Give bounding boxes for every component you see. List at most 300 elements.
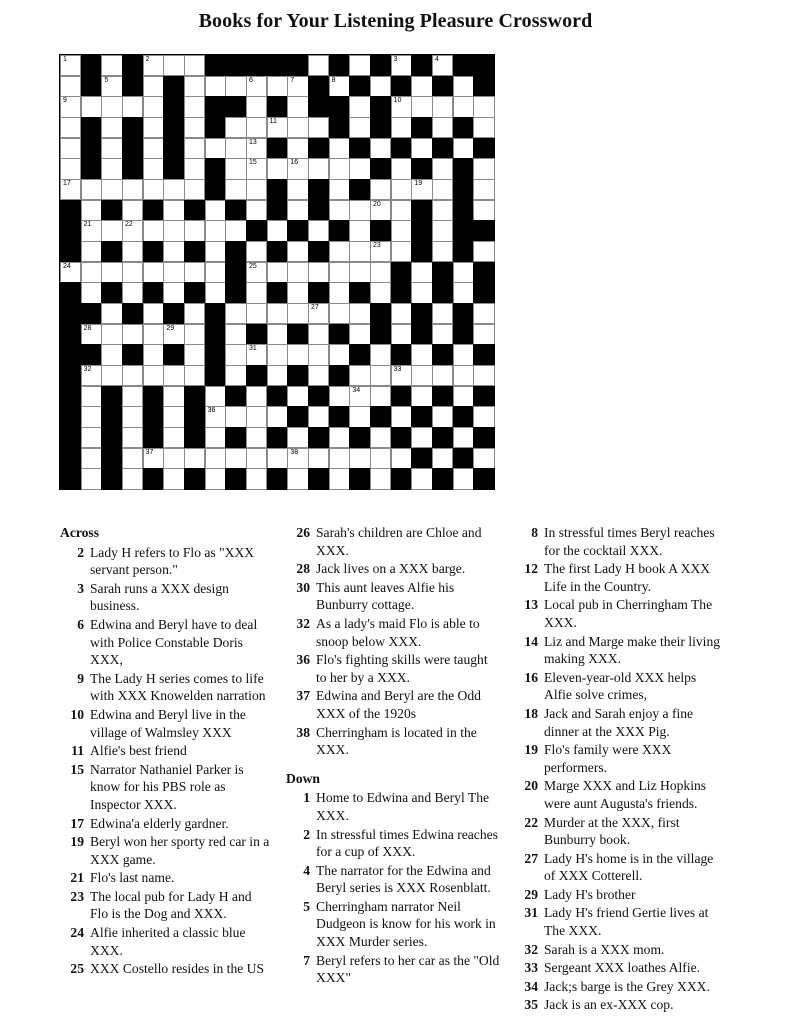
answer-square[interactable] (267, 117, 288, 138)
black-square (473, 344, 494, 365)
answer-square[interactable] (473, 303, 494, 324)
answer-square[interactable] (184, 117, 205, 138)
black-square (143, 200, 164, 221)
answer-square[interactable] (143, 138, 164, 159)
answer-square[interactable] (432, 324, 453, 345)
answer-square[interactable] (349, 117, 370, 138)
answer-square[interactable] (246, 179, 267, 200)
black-square (60, 386, 81, 407)
answer-square[interactable] (225, 138, 246, 159)
answer-square[interactable] (143, 179, 164, 200)
answer-square[interactable] (101, 365, 122, 386)
answer-square[interactable] (370, 282, 391, 303)
answer-square[interactable] (473, 365, 494, 386)
answer-square[interactable] (391, 117, 412, 138)
answer-square[interactable] (81, 262, 102, 283)
answer-square[interactable] (101, 55, 122, 76)
across-heading: Across (60, 525, 100, 540)
answer-square[interactable] (473, 179, 494, 200)
answer-square[interactable] (411, 282, 432, 303)
clue-number-label: 22 (125, 221, 133, 229)
answer-square[interactable] (432, 448, 453, 469)
answer-square[interactable] (473, 406, 494, 427)
answer-square[interactable] (370, 179, 391, 200)
answer-square[interactable] (122, 365, 143, 386)
answer-square[interactable] (453, 76, 474, 97)
answer-square[interactable] (411, 386, 432, 407)
black-square (432, 76, 453, 97)
answer-square[interactable] (349, 241, 370, 262)
answer-square[interactable] (453, 427, 474, 448)
answer-square[interactable] (163, 386, 184, 407)
answer-square[interactable] (308, 158, 329, 179)
answer-square[interactable] (287, 468, 308, 489)
black-square (391, 386, 412, 407)
answer-square[interactable] (60, 76, 81, 97)
clue-number: 2 (77, 544, 84, 560)
answer-square[interactable] (473, 241, 494, 262)
answer-square[interactable] (122, 427, 143, 448)
answer-square[interactable] (163, 220, 184, 241)
answer-square[interactable] (81, 448, 102, 469)
answer-square[interactable] (184, 96, 205, 117)
answer-square[interactable] (143, 117, 164, 138)
answer-square[interactable] (391, 448, 412, 469)
answer-square[interactable] (60, 158, 81, 179)
answer-square[interactable] (432, 220, 453, 241)
answer-square[interactable] (122, 282, 143, 303)
answer-square[interactable] (391, 406, 412, 427)
answer-square[interactable] (267, 448, 288, 469)
answer-square[interactable] (287, 138, 308, 159)
answer-square[interactable] (81, 386, 102, 407)
answer-square[interactable] (143, 158, 164, 179)
answer-square[interactable] (60, 117, 81, 138)
answer-square[interactable] (432, 303, 453, 324)
answer-square[interactable] (143, 96, 164, 117)
answer-square[interactable] (246, 200, 267, 221)
answer-square[interactable] (308, 117, 329, 138)
answer-square[interactable] (225, 179, 246, 200)
answer-square[interactable] (329, 386, 350, 407)
answer-square[interactable] (432, 365, 453, 386)
answer-square[interactable] (329, 427, 350, 448)
answer-square[interactable] (453, 282, 474, 303)
answer-square[interactable] (184, 262, 205, 283)
answer-square[interactable] (163, 179, 184, 200)
answer-square[interactable] (163, 406, 184, 427)
answer-square[interactable] (267, 324, 288, 345)
clue-item (514, 560, 726, 595)
answer-square[interactable] (246, 448, 267, 469)
answer-square[interactable] (101, 158, 122, 179)
clue-number-label: 33 (393, 366, 402, 373)
answer-square[interactable] (122, 468, 143, 489)
black-square (60, 344, 81, 365)
answer-square[interactable] (370, 200, 391, 221)
answer-square[interactable] (225, 303, 246, 324)
answer-square[interactable] (308, 448, 329, 469)
answer-square[interactable] (349, 158, 370, 179)
answer-square[interactable] (163, 448, 184, 469)
answer-square[interactable] (473, 448, 494, 469)
answer-square[interactable] (267, 406, 288, 427)
answer-square[interactable] (246, 282, 267, 303)
answer-square[interactable] (122, 220, 143, 241)
answer-square[interactable] (370, 448, 391, 469)
answer-square[interactable] (143, 448, 164, 469)
clue-number: 25 (70, 961, 84, 977)
answer-square[interactable] (101, 220, 122, 241)
answer-square[interactable] (143, 262, 164, 283)
answer-square[interactable] (122, 406, 143, 427)
answer-square[interactable] (184, 158, 205, 179)
answer-square[interactable] (101, 117, 122, 138)
answer-square[interactable] (122, 96, 143, 117)
answer-square[interactable] (391, 96, 412, 117)
answer-square[interactable] (205, 262, 226, 283)
answer-square[interactable] (267, 303, 288, 324)
answer-square[interactable] (60, 55, 81, 76)
answer-square[interactable] (143, 303, 164, 324)
answer-square[interactable] (287, 344, 308, 365)
answer-square[interactable] (349, 365, 370, 386)
answer-square[interactable] (308, 406, 329, 427)
answer-square[interactable] (143, 55, 164, 76)
answer-square[interactable] (184, 179, 205, 200)
answer-square[interactable] (163, 365, 184, 386)
answer-square[interactable] (246, 158, 267, 179)
clue-item (60, 544, 270, 579)
answer-square[interactable] (370, 262, 391, 283)
answer-square[interactable] (225, 448, 246, 469)
clue-text: Cherringham is located in the XXX. (316, 724, 477, 758)
answer-square[interactable] (101, 179, 122, 200)
answer-square[interactable] (329, 448, 350, 469)
answer-square[interactable] (225, 220, 246, 241)
answer-square[interactable] (473, 158, 494, 179)
answer-square[interactable] (60, 138, 81, 159)
answer-square[interactable] (329, 282, 350, 303)
answer-square[interactable] (453, 138, 474, 159)
answer-square[interactable] (81, 200, 102, 221)
answer-square[interactable] (453, 386, 474, 407)
answer-square[interactable] (101, 138, 122, 159)
answer-square[interactable] (81, 427, 102, 448)
answer-square[interactable] (349, 96, 370, 117)
answer-square[interactable] (225, 117, 246, 138)
answer-square[interactable] (287, 262, 308, 283)
answer-square[interactable] (287, 303, 308, 324)
answer-square[interactable] (329, 241, 350, 262)
answer-square[interactable] (225, 324, 246, 345)
answer-square[interactable] (411, 76, 432, 97)
answer-square[interactable] (81, 365, 102, 386)
answer-square[interactable] (225, 406, 246, 427)
answer-square[interactable] (329, 262, 350, 283)
answer-square[interactable] (101, 324, 122, 345)
answer-square[interactable] (184, 303, 205, 324)
answer-square[interactable] (287, 117, 308, 138)
answer-square[interactable] (411, 138, 432, 159)
answer-square[interactable] (81, 282, 102, 303)
answer-square[interactable] (370, 427, 391, 448)
answer-square[interactable] (246, 386, 267, 407)
answer-square[interactable] (101, 303, 122, 324)
answer-square[interactable] (60, 179, 81, 200)
answer-square[interactable] (432, 241, 453, 262)
answer-square[interactable] (184, 344, 205, 365)
answer-square[interactable] (81, 220, 102, 241)
black-square (205, 303, 226, 324)
answer-square[interactable] (391, 158, 412, 179)
answer-square[interactable] (267, 158, 288, 179)
answer-square[interactable] (205, 138, 226, 159)
answer-square[interactable] (143, 324, 164, 345)
answer-square[interactable] (308, 55, 329, 76)
answer-square[interactable] (308, 344, 329, 365)
answer-square[interactable] (246, 468, 267, 489)
answer-square[interactable] (81, 324, 102, 345)
answer-square[interactable] (205, 468, 226, 489)
answer-square[interactable] (308, 324, 329, 345)
answer-square[interactable] (308, 220, 329, 241)
answer-square[interactable] (349, 55, 370, 76)
answer-square[interactable] (246, 303, 267, 324)
answer-square[interactable] (329, 76, 350, 97)
answer-square[interactable] (287, 200, 308, 221)
answer-square[interactable] (81, 179, 102, 200)
answer-square[interactable] (287, 241, 308, 262)
clue-item (514, 705, 726, 740)
answer-square[interactable] (411, 365, 432, 386)
answer-square[interactable] (267, 76, 288, 97)
answer-square[interactable] (370, 241, 391, 262)
answer-square[interactable] (329, 158, 350, 179)
answer-square[interactable] (246, 406, 267, 427)
answer-square[interactable] (81, 96, 102, 117)
answer-square[interactable] (391, 55, 412, 76)
answer-square[interactable] (391, 200, 412, 221)
answer-square[interactable] (81, 241, 102, 262)
answer-square[interactable] (246, 76, 267, 97)
answer-square[interactable] (349, 220, 370, 241)
answer-square[interactable] (349, 386, 370, 407)
answer-square[interactable] (411, 96, 432, 117)
answer-square[interactable] (246, 241, 267, 262)
answer-square[interactable] (143, 344, 164, 365)
answer-square[interactable] (329, 179, 350, 200)
answer-square[interactable] (432, 179, 453, 200)
answer-square[interactable] (184, 76, 205, 97)
answer-square[interactable] (122, 262, 143, 283)
answer-square[interactable] (391, 365, 412, 386)
answer-square[interactable] (163, 241, 184, 262)
answer-square[interactable] (349, 262, 370, 283)
answer-square[interactable] (329, 303, 350, 324)
answer-square[interactable] (225, 365, 246, 386)
answer-square[interactable] (225, 344, 246, 365)
answer-square[interactable] (329, 200, 350, 221)
answer-square[interactable] (184, 138, 205, 159)
answer-square[interactable] (453, 468, 474, 489)
answer-square[interactable] (205, 427, 226, 448)
answer-square[interactable] (163, 427, 184, 448)
answer-square[interactable] (205, 282, 226, 303)
answer-square[interactable] (453, 262, 474, 283)
answer-square[interactable] (246, 138, 267, 159)
answer-square[interactable] (205, 241, 226, 262)
answer-square[interactable] (411, 179, 432, 200)
clue-number: 19 (524, 742, 538, 758)
answer-square[interactable] (267, 365, 288, 386)
answer-square[interactable] (329, 138, 350, 159)
answer-square[interactable] (432, 96, 453, 117)
answer-square[interactable] (349, 448, 370, 469)
answer-square[interactable] (163, 282, 184, 303)
answer-square[interactable] (122, 179, 143, 200)
answer-square[interactable] (349, 200, 370, 221)
answer-square[interactable] (205, 386, 226, 407)
answer-square[interactable] (205, 448, 226, 469)
answer-square[interactable] (205, 220, 226, 241)
answer-square[interactable] (370, 386, 391, 407)
answer-square[interactable] (267, 344, 288, 365)
answer-square[interactable] (101, 76, 122, 97)
answer-square[interactable] (473, 96, 494, 117)
black-square (411, 406, 432, 427)
answer-square[interactable] (163, 262, 184, 283)
answer-square[interactable] (225, 158, 246, 179)
answer-square[interactable] (329, 468, 350, 489)
answer-square[interactable] (453, 344, 474, 365)
answer-square[interactable] (81, 468, 102, 489)
answer-square[interactable] (184, 365, 205, 386)
answer-square[interactable] (143, 220, 164, 241)
answer-square[interactable] (205, 200, 226, 221)
answer-square[interactable] (287, 179, 308, 200)
answer-square[interactable] (122, 241, 143, 262)
clue-item (60, 670, 270, 705)
answer-square[interactable] (246, 344, 267, 365)
answer-square[interactable] (184, 324, 205, 345)
answer-square[interactable] (432, 55, 453, 76)
answer-square[interactable] (349, 324, 370, 345)
answer-square[interactable] (391, 179, 412, 200)
answer-square[interactable] (101, 96, 122, 117)
answer-square[interactable] (411, 468, 432, 489)
answer-square[interactable] (287, 427, 308, 448)
answer-square[interactable] (184, 448, 205, 469)
clue-text: Lady H refers to Flo as "XXX servant person." (90, 544, 255, 578)
answer-square[interactable] (184, 220, 205, 241)
answer-square[interactable] (246, 427, 267, 448)
answer-square[interactable] (163, 200, 184, 221)
clue-number: 38 (296, 724, 310, 740)
answer-square[interactable] (205, 406, 226, 427)
answer-square[interactable] (370, 76, 391, 97)
answer-square[interactable] (267, 262, 288, 283)
clue-number: 19 (70, 834, 84, 850)
answer-square[interactable] (163, 324, 184, 345)
black-square (287, 406, 308, 427)
answer-square[interactable] (287, 282, 308, 303)
answer-square[interactable] (60, 262, 81, 283)
answer-square[interactable] (453, 96, 474, 117)
answer-square[interactable] (287, 448, 308, 469)
clue-text: As a lady's maid Flo is able to snoop below XXX. (316, 615, 480, 649)
answer-square[interactable] (411, 344, 432, 365)
answer-square[interactable] (308, 303, 329, 324)
answer-square[interactable] (246, 262, 267, 283)
answer-square[interactable] (370, 344, 391, 365)
answer-square[interactable] (473, 200, 494, 221)
answer-square[interactable] (184, 55, 205, 76)
clue-number-label: 28 (83, 324, 92, 332)
answer-square[interactable] (391, 303, 412, 324)
answer-square[interactable] (246, 117, 267, 138)
answer-square[interactable] (287, 386, 308, 407)
answer-square[interactable] (287, 158, 308, 179)
answer-square[interactable] (370, 468, 391, 489)
answer-square[interactable] (349, 406, 370, 427)
black-square (349, 427, 370, 448)
answer-square[interactable] (370, 365, 391, 386)
answer-square[interactable] (432, 117, 453, 138)
answer-square[interactable] (143, 365, 164, 386)
answer-square[interactable] (432, 158, 453, 179)
answer-square[interactable] (122, 386, 143, 407)
answer-square[interactable] (122, 324, 143, 345)
answer-square[interactable] (473, 324, 494, 345)
answer-square[interactable] (391, 241, 412, 262)
answer-square[interactable] (163, 468, 184, 489)
answer-square[interactable] (205, 76, 226, 97)
answer-square[interactable] (349, 303, 370, 324)
answer-square[interactable] (101, 344, 122, 365)
answer-square[interactable] (329, 344, 350, 365)
answer-square[interactable] (267, 220, 288, 241)
clue-text: Eleven-year-old XXX helps Alfie solve crimes, (544, 669, 697, 703)
answer-square[interactable] (81, 406, 102, 427)
answer-square[interactable] (287, 76, 308, 97)
answer-square[interactable] (163, 55, 184, 76)
black-square (453, 303, 474, 324)
answer-square[interactable] (432, 406, 453, 427)
answer-square[interactable] (225, 76, 246, 97)
answer-square[interactable] (60, 96, 81, 117)
answer-square[interactable] (473, 117, 494, 138)
answer-square[interactable] (391, 220, 412, 241)
clue-number: 33 (524, 960, 538, 976)
answer-square[interactable] (308, 365, 329, 386)
answer-square[interactable] (122, 200, 143, 221)
answer-square[interactable] (453, 365, 474, 386)
answer-square[interactable] (122, 448, 143, 469)
answer-square[interactable] (411, 262, 432, 283)
answer-square[interactable] (411, 427, 432, 448)
answer-square[interactable] (308, 262, 329, 283)
answer-square[interactable] (143, 76, 164, 97)
black-square (184, 241, 205, 262)
answer-square[interactable] (101, 262, 122, 283)
answer-square[interactable] (391, 324, 412, 345)
answer-square[interactable] (246, 96, 267, 117)
answer-square[interactable] (432, 200, 453, 221)
clue-number-label: 21 (83, 221, 92, 229)
answer-square[interactable] (287, 96, 308, 117)
answer-square[interactable] (370, 138, 391, 159)
